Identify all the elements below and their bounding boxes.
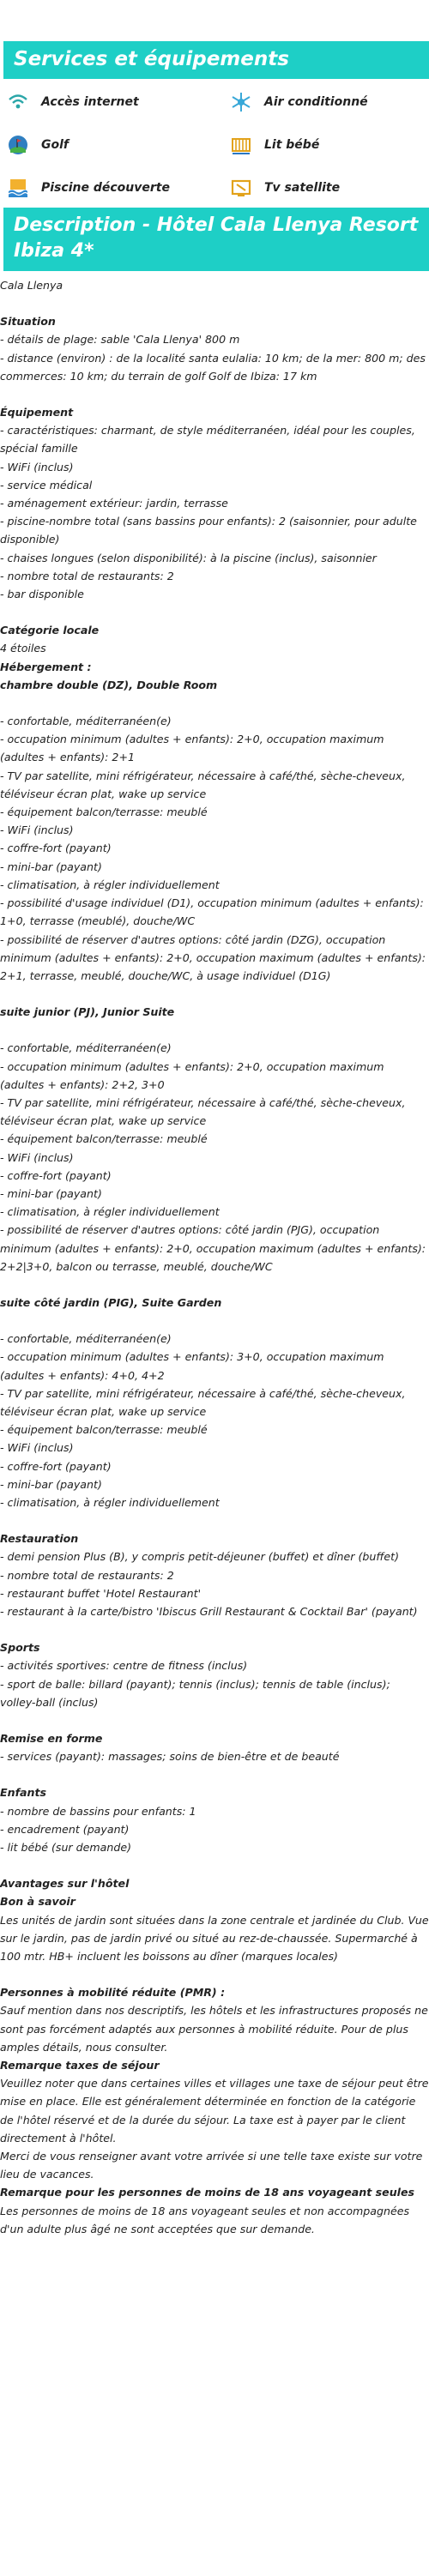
text-line: - équipement balcon/terrasse: meublé (0, 1132, 208, 1146)
text-line: - chaises longues (selon disponibilité): à la piscine (inclus), saisonnier (0, 551, 377, 564)
description-title: Description - Hôtel Cala Llenya Resort Ibiza 4* (14, 214, 419, 262)
section-heading: Situation (0, 315, 56, 329)
text-line: - possibilité d'usage individuel (D1), occupation minimum (adultes + enfants): 1+0, terrasse (meublé), douche/WC (0, 896, 427, 928)
text-line: - TV par satellite, mini réfrigérateur, nécessaire à café/thé, sèche-cheveux, téléviseur écran plat, wake up service (0, 1095, 409, 1128)
section-heading: Hébergement : (0, 660, 92, 673)
amenity-label: Air conditionné (264, 95, 368, 109)
text-line: - bar disponible (0, 588, 84, 601)
text-line: - occupation minimum (adultes + enfants): 2+0, occupation maximum (adultes + enfants): 2+1 (0, 733, 388, 764)
section-heading: Sports (0, 1641, 40, 1655)
text-line: - coffre-fort (payant) (0, 1459, 112, 1473)
text-line: - confortable, méditerranéen(e) (0, 1041, 172, 1055)
page (0, 41, 429, 2238)
amenities-grid (0, 79, 429, 208)
text-line: - confortable, méditerranéen(e) (0, 715, 172, 728)
amenity-internet (7, 91, 139, 113)
amenity-label: Piscine découverte (41, 181, 170, 195)
text-line: - équipement balcon/terrasse: meublé (0, 805, 208, 819)
text-line: - possibilité de réserver d'autres options: côté jardin (DZG), occupation minimum (adultes + enfants): 2+0, occupation maximum (adultes + enfants): 2+1, terrasse, meublé, douche/WC, à usage individuel (D1G) (0, 932, 429, 982)
section-heading: Avantages sur l'hôtel (0, 1877, 130, 1891)
text-line: - service médical (0, 478, 93, 492)
amenity-label: Golf (41, 138, 69, 152)
services-title: Services et équipements (14, 48, 289, 70)
text-line: 4 étoiles (0, 642, 46, 655)
text-line: - piscine-nombre total (sans bassins pour enfants): 2 (saisonnier, pour adulte disponible) (0, 515, 420, 546)
text-line: - WiFi (inclus) (0, 460, 74, 474)
description-header (3, 208, 429, 271)
tv-icon (230, 177, 252, 199)
wifi-icon (7, 91, 29, 113)
amenity-golf (7, 134, 69, 156)
section-heading: Enfants (0, 1786, 47, 1800)
golf-icon (7, 134, 29, 156)
text-line: - climatisation, à régler individuellement (0, 1205, 220, 1219)
room-type-heading: chambre double (DZ), Double Room (0, 678, 218, 691)
section-heading: Restauration (0, 1532, 79, 1546)
section-heading: Équipement (0, 406, 74, 419)
text-line: - mini-bar (payant) (0, 1477, 102, 1491)
room-type-heading: suite côté jardin (PIG), Suite Garden (0, 1295, 222, 1309)
text-line: - activités sportives: centre de fitness (inclus) (0, 1659, 248, 1673)
amenity-label: Accès internet (41, 95, 139, 109)
hotel-subtitle: Cala Llenya (0, 279, 63, 292)
room-type-heading: suite junior (PJ), Junior Suite (0, 1005, 175, 1019)
text-line: - confortable, méditerranéen(e) (0, 1332, 172, 1346)
pool-icon (7, 177, 29, 199)
text-line: - TV par satellite, mini réfrigérateur, nécessaire à café/thé, sèche-cheveux, téléviseur écran plat, wake up service (0, 1386, 409, 1418)
amenity-label: Lit bébé (264, 138, 320, 152)
subsection-heading: Remarque taxes de séjour (0, 2059, 160, 2072)
text-line: - WiFi (inclus) (0, 1441, 74, 1455)
text-line: - climatisation, à régler individuellement (0, 1495, 220, 1509)
section-heading: Personnes à mobilité réduite (PMR) : (0, 1986, 226, 2000)
text-line: - détails de plage: sable 'Cala Llenya' 800 m (0, 333, 240, 347)
amenity-crib (230, 134, 319, 156)
text-line: - sport de balle: billard (payant); tennis (inclus); tennis de table (inclus); volley-ball (inclus) (0, 1677, 394, 1709)
text-line: - équipement balcon/terrasse: meublé (0, 1423, 208, 1437)
text-line: - encadrement (payant) (0, 1822, 130, 1836)
amenity-aircon (230, 91, 368, 113)
text-line: - WiFi (inclus) (0, 823, 74, 837)
text-line: - distance (environ) : de la localité santa eulalia: 10 km; de la mer: 800 m; des commerces: 10 km; du terrain de golf Golf de Ibiza: 17 km (0, 351, 429, 383)
section-heading: Catégorie locale (0, 624, 100, 637)
text-line: - possibilité de réserver d'autres options: côté jardin (PJG), occupation minimum (adultes + enfants): 2+0, occupation maximum (adultes + enfants): 2+2|3+0, balcon ou terrasse, meublé, douche/WC (0, 1223, 429, 1273)
text-line: - coffre-fort (payant) (0, 842, 112, 855)
section-heading: Remise en forme (0, 1732, 103, 1746)
text-line: Veuillez noter que dans certaines villes et villages une taxe de séjour peut être mise en place. Elle est généralement déterminée en fonction de la catégorie de l'hôtel réservé et de la durée du séjour. La taxe est à payer par le client directement à l'hôtel. (0, 2077, 429, 2145)
text-line: - coffre-fort (payant) (0, 1168, 112, 1182)
crib-icon (230, 134, 252, 156)
text-line: - restaurant à la carte/bistro 'Ibiscus Grill Restaurant & Cocktail Bar' (payant) (0, 1605, 418, 1618)
text-line: - WiFi (inclus) (0, 1150, 74, 1164)
text-line: - caractéristiques: charmant, de style méditerranéen, idéal pour les couples, spécial famille (0, 424, 419, 455)
snowflake-icon (230, 91, 252, 113)
text-line: Les personnes de moins de 18 ans voyageant seules et non accompagnées d'un adulte plus âgé ne sont acceptées que sur demande. (0, 2204, 414, 2235)
text-line: Sauf mention dans nos descriptifs, les hôtels et les infrastructures proposés ne sont pas forcément adaptés aux personnes à mobilité réduite. Pour de plus amples détails, nous consulter. (0, 2004, 428, 2054)
text-line: - demi pension Plus (B), y compris petit-déjeuner (buffet) et dîner (buffet) (0, 1550, 400, 1564)
text-line: - lit bébé (sur demande) (0, 1841, 131, 1855)
subsection-heading: Remarque pour les personnes de moins de 18 ans voyageant seules (0, 2186, 415, 2199)
text-line: - TV par satellite, mini réfrigérateur, nécessaire à café/thé, sèche-cheveux, téléviseur écran plat, wake up service (0, 769, 409, 800)
amenity-label: Tv satellite (264, 181, 341, 195)
text-line: Merci de vous renseigner avant votre arrivée si une telle taxe existe sur votre lieu de vacances. (0, 2150, 426, 2181)
text-line: - nombre total de restaurants: 2 (0, 1568, 174, 1582)
text-line: - occupation minimum (adultes + enfants): 3+0, occupation maximum (adultes + enfants): 4+0, 4+2 (0, 1350, 388, 1382)
amenity-tv (230, 177, 340, 199)
subsection-heading: Bon à savoir (0, 1895, 76, 1909)
text-line: - aménagement extérieur: jardin, terrasse (0, 497, 228, 510)
text-line: - nombre de bassins pour enfants: 1 (0, 1804, 196, 1818)
text-line: Les unités de jardin sont situées dans la zone centrale et jardinée du Club. Vue sur le jardin, pas de jardin privé ou situé au rez-de-chaussée. Supermarché à 100 mtr. HB+ incluent les boissons au dîner (marques locales) (0, 1913, 429, 1964)
text-line: - climatisation, à régler individuellement (0, 878, 220, 891)
text-line: - nombre total de restaurants: 2 (0, 569, 174, 582)
description-body (0, 276, 429, 2238)
amenity-pool (7, 177, 170, 199)
text-line: - mini-bar (payant) (0, 1186, 102, 1200)
text-line: - services (payant): massages; soins de bien-être et de beauté (0, 1750, 340, 1764)
text-line: - mini-bar (payant) (0, 860, 102, 873)
services-header (3, 41, 429, 79)
text-line: - occupation minimum (adultes + enfants): 2+0, occupation maximum (adultes + enfants): 2+2, 3+0 (0, 1059, 388, 1091)
text-line: - restaurant buffet 'Hotel Restaurant' (0, 1586, 202, 1600)
